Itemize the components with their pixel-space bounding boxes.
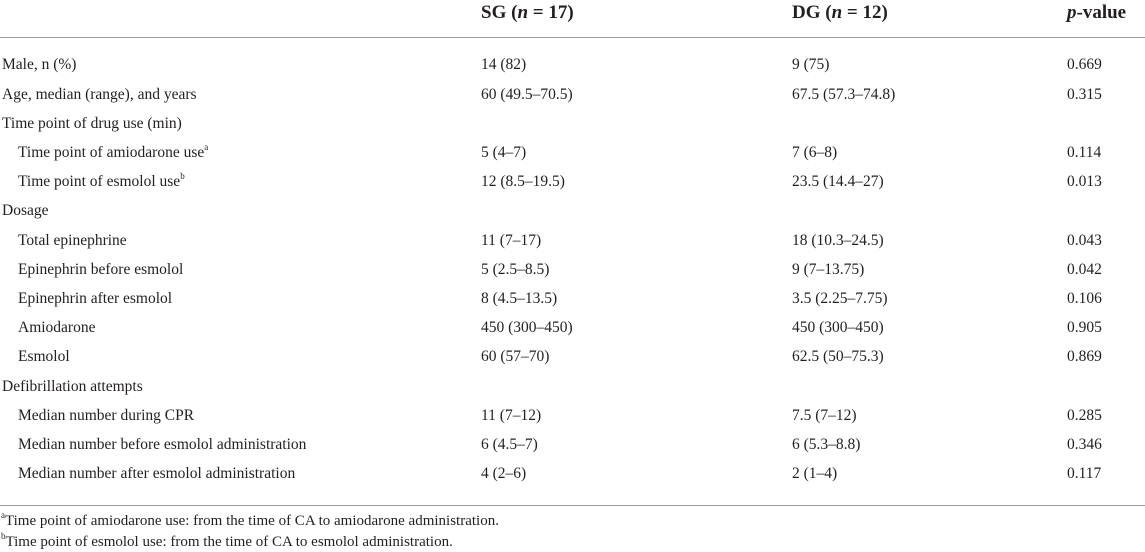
row-label xyxy=(18,260,183,280)
footnote-marker: a xyxy=(204,142,209,152)
sg-value: 11 (7–12) xyxy=(481,407,542,424)
p-value: 0.042 xyxy=(1067,261,1102,278)
header-p: p xyxy=(1067,2,1077,23)
row-label-text: Median number after esmolol administration xyxy=(18,465,296,482)
p-value: 0.106 xyxy=(1067,290,1102,307)
row-label xyxy=(2,377,143,397)
row-label-text: Time point of amiodarone use xyxy=(18,144,205,161)
sg-value: 6 (4.5–7) xyxy=(481,436,538,453)
dg-value: 9 (7–13.75) xyxy=(792,261,865,278)
header-dg-n: n xyxy=(831,2,843,23)
row-label xyxy=(18,464,295,484)
p-value: 0.869 xyxy=(1067,348,1102,365)
dg-value: 7 (6–8) xyxy=(792,144,838,161)
table-row xyxy=(0,172,1145,201)
header-sg-suffix: = 17) xyxy=(528,2,574,23)
dg-value: 18 (10.3–24.5) xyxy=(792,232,884,249)
table-row xyxy=(0,347,1145,376)
header-dg xyxy=(792,0,888,26)
row-label xyxy=(18,172,185,192)
footnote-b xyxy=(1,533,453,551)
header-sg xyxy=(481,0,574,26)
p-value: 0.013 xyxy=(1067,173,1102,190)
table-row xyxy=(0,260,1145,289)
p-value: 0.669 xyxy=(1067,56,1102,73)
header-sg-n: n xyxy=(517,2,529,23)
row-label xyxy=(18,289,172,309)
p-value: 0.285 xyxy=(1067,407,1102,424)
sg-value: 8 (4.5–13.5) xyxy=(481,290,558,307)
p-value: 0.905 xyxy=(1067,319,1102,336)
p-value: 0.315 xyxy=(1067,86,1102,103)
row-label xyxy=(2,114,182,134)
footnote-a-mark: a xyxy=(1,510,5,520)
footnote-a xyxy=(1,512,499,530)
p-value: 0.043 xyxy=(1067,232,1102,249)
sg-value: 12 (8.5–19.5) xyxy=(481,173,565,190)
header-dg-prefix: DG ( xyxy=(792,2,832,23)
sg-value: 60 (49.5–70.5) xyxy=(481,86,573,103)
row-label-text: Dosage xyxy=(2,202,49,219)
footnote-marker: b xyxy=(180,171,185,181)
row-label xyxy=(2,55,76,75)
row-label xyxy=(18,231,127,251)
header-dg-suffix: = 12) xyxy=(842,2,888,23)
table-row xyxy=(0,377,1145,406)
header-sg-prefix: SG ( xyxy=(481,2,518,23)
row-label-text: Defibrillation attempts xyxy=(2,378,143,395)
row-label-text: Age, median (range), and years xyxy=(2,86,197,103)
dg-value: 67.5 (57.3–74.8) xyxy=(792,86,896,103)
row-label xyxy=(18,143,208,163)
table-row xyxy=(0,289,1145,318)
row-label-text: Epinephrin before esmolol xyxy=(18,261,184,278)
row-label-text: Male, n (%) xyxy=(2,56,77,73)
table-row xyxy=(0,406,1145,435)
row-label xyxy=(2,85,197,105)
row-label-text: Esmolol xyxy=(18,348,70,365)
dg-value: 23.5 (14.4–27) xyxy=(792,173,884,190)
row-label xyxy=(18,406,194,426)
footnote-b-text: Time point of esmolol use: from the time of CA to esmolol administration. xyxy=(5,534,453,550)
table-row xyxy=(0,318,1145,347)
p-value: 0.346 xyxy=(1067,436,1102,453)
header-p-value xyxy=(1067,0,1126,26)
row-label-text: Epinephrin after esmolol xyxy=(18,290,173,307)
table-row xyxy=(0,55,1145,84)
table-header xyxy=(0,0,1145,37)
sg-value: 60 (57–70) xyxy=(481,348,550,365)
dg-value: 450 (300–450) xyxy=(792,319,884,336)
row-label-text: Median number before esmolol administration xyxy=(18,436,307,453)
dg-value: 6 (5.3–8.8) xyxy=(792,436,861,453)
row-label-text: Time point of drug use (min) xyxy=(2,115,182,132)
dg-value: 3.5 (2.25–7.75) xyxy=(792,290,888,307)
header-p-suffix: -value xyxy=(1076,2,1127,23)
dg-value: 2 (1–4) xyxy=(792,465,838,482)
sg-value: 14 (82) xyxy=(481,56,527,73)
p-value: 0.117 xyxy=(1067,465,1102,482)
table-row xyxy=(0,114,1145,143)
p-value: 0.114 xyxy=(1067,144,1102,161)
table-row xyxy=(0,464,1145,493)
header-rule xyxy=(0,37,1145,38)
row-label-text: Time point of esmolol use xyxy=(18,173,181,190)
table-row xyxy=(0,435,1145,464)
row-label xyxy=(18,435,306,455)
row-label-text: Median number during CPR xyxy=(18,407,195,424)
sg-value: 11 (7–17) xyxy=(481,232,542,249)
row-label-text: Amiodarone xyxy=(18,319,96,336)
footnote-a-text: Time point of amiodarone use: from the time of CA to amiodarone administration. xyxy=(5,513,499,529)
dg-value: 9 (75) xyxy=(792,56,830,73)
table-row xyxy=(0,201,1145,230)
bottom-rule xyxy=(0,505,1145,506)
row-label xyxy=(18,347,70,367)
row-label xyxy=(18,318,95,338)
sg-value: 450 (300–450) xyxy=(481,319,573,336)
sg-value: 4 (2–6) xyxy=(481,465,527,482)
table-row xyxy=(0,85,1145,114)
table-row xyxy=(0,231,1145,260)
footnote-b-mark: b xyxy=(1,531,6,541)
table-row xyxy=(0,143,1145,172)
dg-value: 7.5 (7–12) xyxy=(792,407,857,424)
sg-value: 5 (2.5–8.5) xyxy=(481,261,550,278)
row-label xyxy=(2,201,49,221)
dg-value: 62.5 (50–75.3) xyxy=(792,348,884,365)
sg-value: 5 (4–7) xyxy=(481,144,527,161)
row-label-text: Total epinephrine xyxy=(18,232,127,249)
